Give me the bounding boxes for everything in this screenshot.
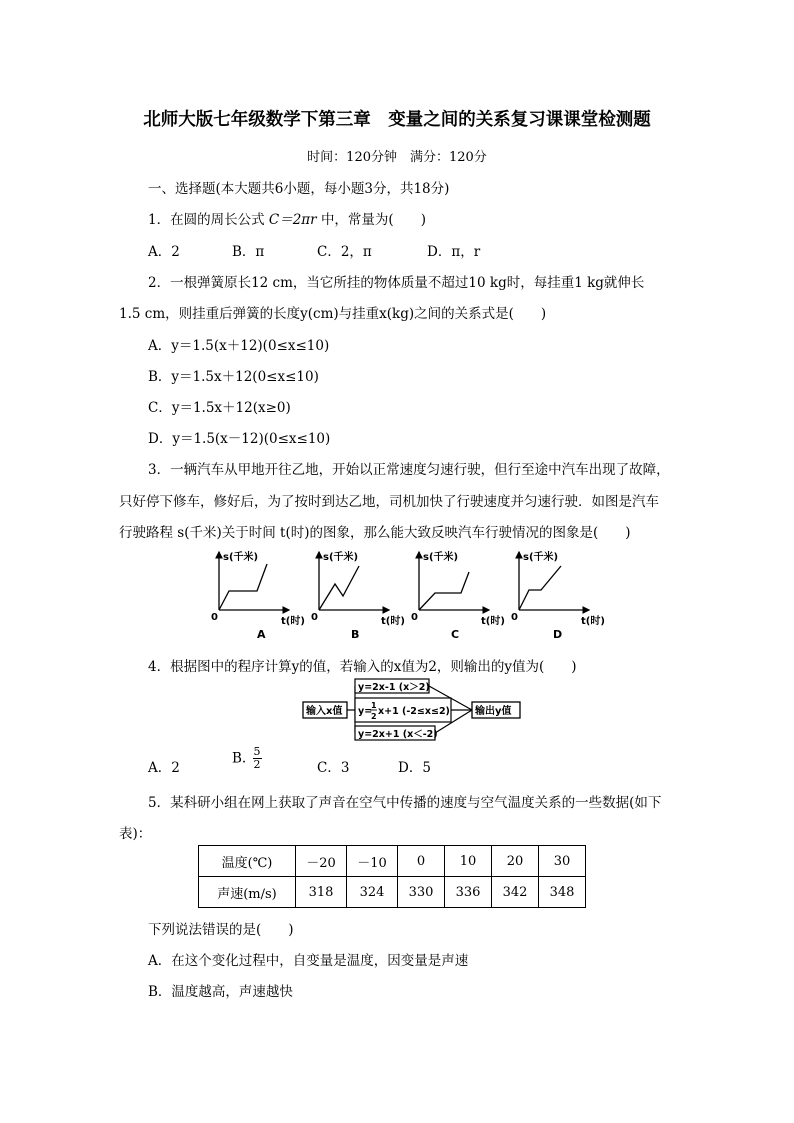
flow-input-box: 输入x值: [306, 706, 343, 717]
graph-a-origin: 0: [211, 612, 218, 623]
table-cell: 10: [445, 846, 492, 877]
page-title: 北师大版七年级数学下第三章 变量之间的关系复习课课堂检测题: [143, 110, 651, 130]
graph-d-origin: 0: [511, 612, 518, 623]
graph-c: [411, 550, 505, 641]
question-5-stem: 下列说法错误的是( ): [148, 922, 294, 938]
table-cell: 324: [347, 877, 398, 908]
flow-branch-2-num: 1: [371, 701, 377, 710]
table-header-temperature: 温度(℃): [199, 846, 296, 877]
graph-d-label: D: [553, 628, 563, 641]
exam-info: 时间：120分钟 满分：120分: [307, 150, 487, 165]
table-cell: 20: [492, 846, 539, 877]
question-1-stem-a: 1．在圆的周长公式: [148, 212, 265, 228]
q2-option-b: B．y＝1.5x＋12(0≤x≤10): [148, 369, 319, 385]
graph-b-ylabel: s(千米): [323, 552, 359, 563]
table-cell: 348: [539, 877, 586, 908]
table-cell: 342: [492, 877, 539, 908]
question-2-line-2: 1.5 cm，则挂重后弹簧的长度y(cm)与挂重x(kg)之间的关系式是( ): [119, 306, 547, 322]
graph-b-label: B: [351, 628, 360, 641]
q2-option-d: D．y＝1.5(x－12)(0≤x≤10): [148, 431, 331, 447]
sound-speed-table: [198, 845, 586, 908]
flow-branch-2-den: 2: [371, 712, 377, 721]
table-row: [199, 846, 586, 877]
question-3-line-1: 3．一辆汽车从甲地开往乙地，开始以正常速度匀速行驶，但行至途中汽车出现了故障，: [148, 462, 670, 478]
table-header-speed: 声速(m/s): [199, 877, 296, 908]
flow-branch-1: y=2x-1 (x＞2): [358, 682, 430, 693]
flow-branch-3: y=2x+1 (x＜-2): [358, 729, 438, 740]
question-3-line-2: 只好停下修车，修好后，为了按时到达乙地，司机加快了行驶速度并匀速行驶．如图是汽车: [119, 494, 659, 510]
question-5-line-1: 5．某科研小组在网上获取了声音在空气中传播的速度与空气温度关系的一些数据(如下: [148, 795, 662, 811]
q4-option-b: [232, 746, 262, 771]
table-cell: －20: [296, 846, 347, 877]
graph-a: [211, 550, 305, 641]
q1-option-c: C．2，π: [317, 244, 372, 260]
question-4-stem: 4．根据图中的程序计算y的值，若输入的x值为2，则输出的y值为( ): [148, 659, 577, 675]
table-cell: －10: [347, 846, 398, 877]
question-2-line-1: 2．一根弹簧原长12 cm，当它所挂的物体质量不超过10 kg时，每挂重1 kg就伸长: [148, 275, 645, 291]
q1-option-b: B．π: [232, 244, 265, 260]
graph-c-xlabel: t(时): [481, 616, 505, 627]
graph-d: [511, 550, 605, 641]
question-3-line-3: 行驶路程 s(千米)关于时间 t(时)的图象，那么能大致反映汽车行驶情况的图象是( ): [119, 525, 631, 541]
flow-branch-2-suffix: x+1 (-2≤x≤2): [378, 706, 450, 717]
graph-c-ylabel: s(千米): [423, 552, 459, 563]
q3-graphs: [205, 548, 615, 643]
graph-c-origin: 0: [411, 612, 418, 623]
graph-a-xlabel: t(时): [281, 616, 305, 627]
graph-a-ylabel: s(千米): [223, 552, 259, 563]
table-cell: 318: [296, 877, 347, 908]
flow-output-box: 输出y值: [475, 706, 512, 717]
q1-option-d: D．π，r: [427, 244, 481, 260]
q5-option-a: A．在这个变化过程中，自变量是温度，因变量是声速: [148, 953, 469, 969]
question-1-stem-b: 中，常量为( ): [320, 212, 426, 228]
table-cell: 330: [398, 877, 445, 908]
q2-option-a: A．y＝1.5(x＋12)(0≤x≤10): [148, 338, 330, 354]
q4-option-b-denominator: 2: [253, 758, 261, 771]
graph-b: [311, 550, 405, 641]
q4-option-a: A．2: [148, 760, 180, 776]
question-1: [148, 208, 426, 228]
q4-option-b-letter: B.: [232, 750, 247, 767]
graph-b-xlabel: t(时): [381, 616, 405, 627]
question-1-formula: C＝2πr: [268, 212, 317, 228]
flow-branch-2-prefix: y=: [358, 706, 373, 717]
section-heading: 一、选择题(本大题共6小题，每小题3分，共18分): [148, 181, 450, 197]
table-cell: 336: [445, 877, 492, 908]
table-row: [199, 877, 586, 908]
graph-d-xlabel: t(时): [581, 616, 605, 627]
q4-flowchart: [300, 677, 525, 742]
q4-option-b-numerator: 5: [253, 745, 261, 758]
graph-c-label: C: [451, 628, 460, 641]
q4-option-c: C．3: [317, 760, 350, 776]
graph-b-origin: 0: [311, 612, 318, 623]
question-5-line-2: 表)：: [119, 826, 152, 842]
graph-d-ylabel: s(千米): [523, 552, 559, 563]
graph-a-label: A: [257, 628, 266, 641]
q4-option-b-fraction: [253, 746, 262, 771]
q4-option-d: D．5: [398, 760, 431, 776]
q1-option-a: A．2: [148, 244, 180, 260]
table-cell: 30: [539, 846, 586, 877]
table-cell: 0: [398, 846, 445, 877]
q5-option-b: B．温度越高，声速越快: [148, 984, 293, 1000]
q2-option-c: C．y＝1.5x＋12(x≥0): [148, 400, 291, 416]
